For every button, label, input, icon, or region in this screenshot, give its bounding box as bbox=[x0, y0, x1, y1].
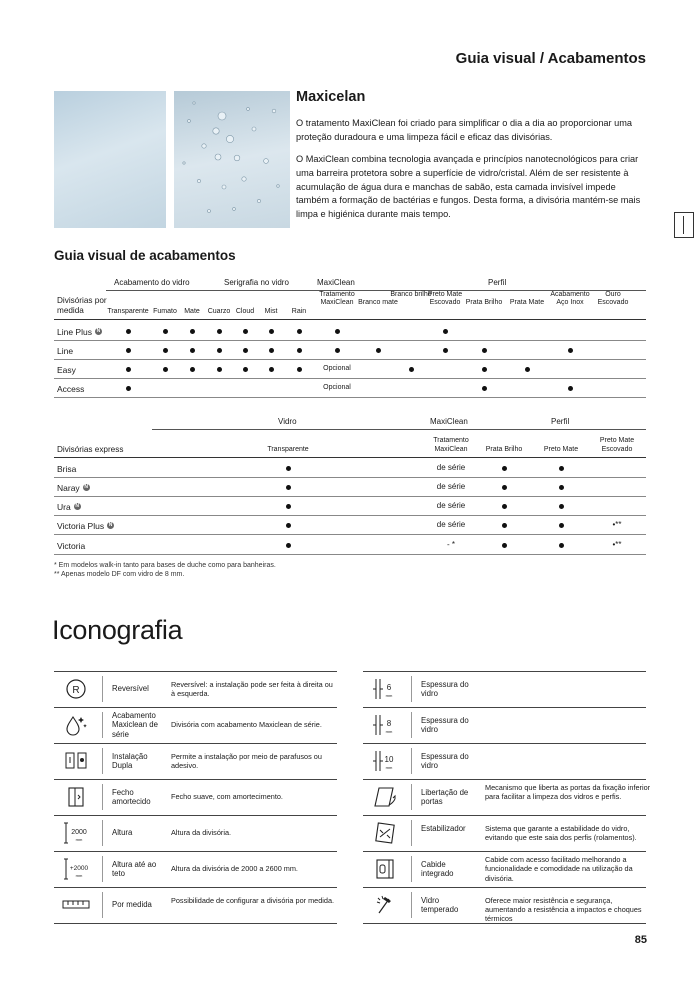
icon-label: Libertação de portas bbox=[421, 787, 469, 806]
svg-text:+2000: +2000 bbox=[69, 865, 89, 872]
icon-label: Altura bbox=[112, 828, 133, 838]
availability-dot bbox=[190, 367, 195, 372]
icon-row-rule bbox=[54, 887, 337, 888]
express-column-header-tratamento-maxiclean: Tratamento MaxiClean bbox=[433, 437, 469, 453]
group-vidro: Vidro bbox=[278, 417, 297, 426]
express-row-rule bbox=[54, 554, 646, 555]
row-label-access bbox=[57, 379, 84, 398]
row-label-line-plus bbox=[57, 322, 102, 341]
row-label-line bbox=[57, 341, 73, 360]
availability-dot bbox=[190, 348, 195, 353]
row-name: Easy bbox=[57, 364, 76, 375]
icon-separator bbox=[102, 820, 103, 846]
icon-label: Vidro temperado bbox=[421, 895, 459, 914]
availability-dot bbox=[126, 329, 131, 334]
column-header-prata-mate: Prata Mate bbox=[509, 299, 545, 306]
column-header-tratamento-maxiclean: Tratamento MaxiClean bbox=[319, 290, 355, 306]
icon-separator bbox=[102, 784, 103, 810]
availability-dot bbox=[443, 329, 448, 334]
svg-text:mm: mm bbox=[385, 729, 393, 734]
height-up-to-ceiling-icon bbox=[54, 855, 98, 883]
icon-row-rule bbox=[363, 815, 646, 816]
icon-label: Cabide integrado bbox=[421, 859, 454, 878]
icon-separator bbox=[102, 892, 103, 918]
icon-label: Reversível bbox=[112, 684, 149, 694]
column-header-prata-brilho: Prata Brilho bbox=[465, 299, 503, 306]
guide-title: Guia visual de acabamentos bbox=[54, 248, 236, 263]
icon-separator bbox=[411, 712, 412, 738]
icon-description: Divisória com acabamento Maxiclean de série. bbox=[171, 720, 322, 730]
icon-row-rule bbox=[54, 707, 337, 708]
maxiclean-paragraph-2: O MaxiClean combina tecnologia avançada e princípios nanotecnológicos para criar uma barreira protetora sobre a superfície de vidro/cristal. Além de ser resistente à acumulação de água dura e manchas de sabão, esta camada invisível impede também a formação de bactérias e fungos. Desta forma, a divisória mantém-se mais limpa e higiénica durante mais tempo. bbox=[296, 154, 641, 220]
icon-label: Acabamento Maxiclean de série bbox=[112, 710, 158, 739]
group-serigrafia: Serigrafia no vidro bbox=[224, 278, 289, 287]
row-name: Naray bbox=[57, 482, 80, 493]
svg-text:mm: mm bbox=[385, 693, 393, 698]
icon-row-rule bbox=[363, 923, 646, 924]
availability-dot bbox=[217, 367, 222, 372]
page-number: 85 bbox=[634, 934, 647, 946]
availability-dot bbox=[502, 504, 507, 509]
column-header-mist: Mist bbox=[264, 307, 278, 315]
availability-dot bbox=[286, 504, 291, 509]
icon-separator bbox=[102, 856, 103, 882]
icon-label: Espessura do vidro bbox=[421, 679, 469, 698]
icon-description: Reversível: a instalação pode ser feita à direita ou à esquerda. bbox=[171, 679, 333, 698]
svg-text:mm: mm bbox=[75, 873, 83, 878]
express-cell-text: de série bbox=[436, 463, 466, 472]
availability-dot bbox=[502, 523, 507, 528]
height-icon bbox=[54, 819, 98, 847]
availability-dot bbox=[190, 329, 195, 334]
icon-description: Altura da divisória. bbox=[171, 828, 232, 838]
express-cell-text: de série bbox=[436, 501, 466, 510]
row-name: Line Plus bbox=[57, 326, 92, 337]
row-name: Ura bbox=[57, 501, 71, 512]
icon-label: Instalação Dupla bbox=[112, 751, 148, 770]
integrated-handle-icon bbox=[363, 855, 407, 883]
row-name: Victoria Plus bbox=[57, 520, 105, 531]
footnote-2: ** Apenas modelo DF com vidro de 8 mm. bbox=[54, 571, 185, 578]
table-header-rule bbox=[54, 319, 646, 320]
column-header-rain: Rain bbox=[291, 307, 307, 315]
availability-dot bbox=[269, 329, 274, 334]
row-rule bbox=[54, 340, 646, 341]
availability-dot bbox=[126, 386, 131, 391]
column-header-mate: Mate bbox=[184, 307, 200, 315]
express-row-rule bbox=[54, 534, 646, 535]
svg-text:8: 8 bbox=[386, 719, 392, 728]
row-header-express: Divisórias express bbox=[57, 445, 124, 454]
icon-description: Sistema que garante a estabilidade do vidro, evitando que este saia dos perfis (rolamentos). bbox=[485, 823, 637, 842]
svg-text:mm: mm bbox=[385, 765, 393, 770]
column-header-cloud: Cloud bbox=[235, 307, 255, 315]
new-badge-icon: N bbox=[84, 484, 88, 490]
column-header-transparente: Transparente bbox=[107, 307, 149, 315]
availability-dot bbox=[163, 367, 168, 372]
door-release-icon bbox=[363, 783, 407, 811]
icon-row-rule bbox=[363, 707, 646, 708]
availability-dot bbox=[243, 329, 248, 334]
row-name: Victoria bbox=[57, 540, 86, 551]
column-header-branco-brilho: Branco brilho bbox=[390, 290, 432, 298]
availability-dot bbox=[559, 504, 564, 509]
icon-description: Possibilidade de configurar a divisória por medida. bbox=[171, 895, 335, 905]
row-rule bbox=[54, 359, 646, 360]
availability-dot bbox=[482, 367, 487, 372]
icon-separator bbox=[102, 676, 103, 702]
express-row-rule bbox=[54, 496, 646, 497]
group-maxiclean: MaxiClean bbox=[317, 278, 355, 287]
row-name: Brisa bbox=[57, 463, 77, 474]
maxiclean-paragraph-1: O tratamento MaxiClean foi criado para simplificar o dia a dia ao proporcionar uma proteção duradoura e uma limpeza fácil e eficaz das divisórias. bbox=[296, 118, 633, 142]
icon-row-rule bbox=[54, 743, 337, 744]
availability-dot bbox=[269, 367, 274, 372]
dual-install-icon bbox=[54, 747, 98, 775]
svg-text:2000: 2000 bbox=[71, 829, 87, 836]
maxiclean-title: Maxicelan bbox=[296, 89, 366, 105]
icon-description: Mecanismo que liberta as portas da fixação inferior para facilitar a limpeza dos vidros e perfis. bbox=[485, 783, 651, 802]
availability-dot bbox=[525, 367, 530, 372]
side-tab-icon bbox=[674, 212, 694, 238]
availability-dot bbox=[163, 329, 168, 334]
group-divider-express bbox=[152, 429, 646, 430]
availability-dot bbox=[286, 523, 291, 528]
express-row-label-victoria-plus bbox=[57, 516, 114, 535]
row-header-por-medida: Divisórias por medida bbox=[57, 296, 107, 315]
glass-photo-droplets bbox=[174, 91, 290, 228]
availability-dot bbox=[243, 367, 248, 372]
icon-separator bbox=[411, 676, 412, 702]
column-header-acabamento-a-o-inox: Acabamento Aço Inox bbox=[550, 290, 590, 306]
new-badge-icon: N bbox=[108, 522, 113, 528]
row-name: Line bbox=[57, 345, 74, 356]
icon-row-rule bbox=[363, 779, 646, 780]
row-rule bbox=[54, 397, 646, 398]
express-row-rule bbox=[54, 477, 646, 478]
thickness-6-icon bbox=[363, 675, 407, 703]
express-row-rule bbox=[54, 515, 646, 516]
svg-text:mm: mm bbox=[75, 837, 83, 842]
availability-dot bbox=[559, 466, 564, 471]
availability-dot bbox=[163, 348, 168, 353]
availability-dot bbox=[335, 329, 340, 334]
icon-label: Espessura do vidro bbox=[421, 715, 469, 734]
icon-description: Fecho suave, com amortecimento. bbox=[171, 792, 283, 802]
cell-text: Opcional bbox=[323, 365, 351, 372]
availability-dot bbox=[443, 348, 448, 353]
thickness-8-icon bbox=[363, 711, 407, 739]
icon-separator bbox=[411, 784, 412, 810]
icon-separator bbox=[102, 712, 103, 738]
row-rule bbox=[54, 378, 646, 379]
icon-separator bbox=[411, 856, 412, 882]
iconography-title: Iconografia bbox=[52, 615, 183, 645]
reversible-icon bbox=[54, 675, 98, 703]
stabilizer-icon bbox=[363, 819, 407, 847]
availability-dot bbox=[217, 348, 222, 353]
row-label-easy bbox=[57, 360, 76, 379]
availability-dot bbox=[217, 329, 222, 334]
availability-dot bbox=[568, 386, 573, 391]
icon-label: Por medida bbox=[112, 900, 152, 910]
availability-dot bbox=[502, 485, 507, 490]
availability-dot bbox=[286, 543, 291, 548]
availability-dot bbox=[559, 543, 564, 548]
row-name: Access bbox=[57, 383, 85, 394]
express-row-label-brisa bbox=[57, 459, 76, 478]
express-header-rule bbox=[54, 457, 646, 458]
availability-dot bbox=[502, 466, 507, 471]
availability-dot bbox=[297, 367, 302, 372]
availability-dot bbox=[269, 348, 274, 353]
availability-dot bbox=[126, 367, 131, 372]
availability-dot bbox=[243, 348, 248, 353]
icon-separator bbox=[411, 820, 412, 846]
availability-dot bbox=[559, 523, 564, 528]
icon-description: Permite a instalação por meio de parafusos ou adesivo. bbox=[171, 751, 322, 770]
availability-dot bbox=[286, 466, 291, 471]
group-acabamento-vidro: Acabamento do vidro bbox=[114, 278, 190, 287]
availability-dot bbox=[502, 543, 507, 548]
availability-dot bbox=[286, 485, 291, 490]
express-cell-text: de série bbox=[436, 482, 466, 491]
page-header-title: Guia visual / Acabamentos bbox=[455, 50, 646, 67]
express-column-header-preto-mate-escovado: Preto Mate Escovado bbox=[599, 437, 635, 453]
footnote-1: * Em modelos walk-in tanto para bases de duche como para banheiras. bbox=[54, 562, 276, 569]
svg-text:10: 10 bbox=[384, 755, 394, 764]
group-perfil-express: Perfil bbox=[551, 417, 570, 426]
express-column-header-prata-brilho: Prata Brilho bbox=[485, 445, 523, 453]
express-cell-text: - * bbox=[447, 540, 455, 549]
thickness-10-icon bbox=[363, 747, 407, 775]
column-header-preto-mate-escovado: Preto Mate Escovado bbox=[427, 290, 463, 306]
tempered-glass-icon bbox=[363, 891, 407, 919]
svg-text:6: 6 bbox=[386, 683, 392, 692]
express-cell-text: de série bbox=[436, 520, 466, 529]
icon-row-rule bbox=[54, 923, 337, 924]
icon-description: Altura da divisória de 2000 a 2600 mm. bbox=[171, 864, 298, 874]
express-row-label-naray bbox=[57, 478, 90, 497]
express-column-header-preto-mate: Preto Mate bbox=[543, 445, 579, 453]
icon-row-rule bbox=[363, 671, 646, 672]
icon-label: Espessura do vidro bbox=[421, 751, 469, 770]
icon-row-rule bbox=[54, 851, 337, 852]
group-maxiclean-express: MaxiClean bbox=[430, 417, 468, 426]
svg-text:R: R bbox=[72, 685, 80, 696]
icon-row-rule bbox=[54, 815, 337, 816]
soft-close-icon bbox=[54, 783, 98, 811]
icon-separator bbox=[411, 748, 412, 774]
express-row-label-victoria bbox=[57, 536, 85, 555]
icon-row-rule bbox=[54, 779, 337, 780]
availability-dot bbox=[297, 348, 302, 353]
column-header-ouro-escovado: Ouro Escovado bbox=[597, 290, 629, 306]
availability-dot bbox=[297, 329, 302, 334]
icon-label: Estabilizador bbox=[421, 823, 466, 833]
cell-text: Opcional bbox=[323, 384, 351, 391]
icon-row-rule bbox=[363, 887, 646, 888]
icon-row-rule bbox=[54, 671, 337, 672]
availability-dot bbox=[335, 348, 340, 353]
availability-dot bbox=[482, 348, 487, 353]
icon-label: Fecho amortecido bbox=[112, 787, 151, 806]
icon-row-rule bbox=[363, 851, 646, 852]
express-row-label-ura bbox=[57, 497, 81, 516]
availability-dot bbox=[409, 367, 414, 372]
custom-measure-icon bbox=[54, 891, 98, 919]
column-header-cuarzo: Cuarzo bbox=[207, 307, 231, 315]
new-badge-icon: N bbox=[75, 503, 80, 509]
availability-dot bbox=[376, 348, 381, 353]
express-cell-text: •** bbox=[612, 540, 622, 549]
express-cell-text: •** bbox=[612, 520, 622, 529]
icon-separator bbox=[102, 748, 103, 774]
icon-description: Oferece maior resistência e segurança, aumentando a resistência a impactos e choques térmicos bbox=[485, 895, 642, 924]
availability-dot bbox=[568, 348, 573, 353]
availability-dot bbox=[126, 348, 131, 353]
icon-description: Cabide com acesso facilitado melhorando a funcionalidade e comodidade na utilização da divisória. bbox=[485, 855, 633, 883]
icon-separator bbox=[411, 892, 412, 918]
column-header-fumato: Fumato bbox=[153, 307, 177, 315]
express-column-header-transparente: Transparente bbox=[267, 445, 309, 453]
glass-photo-plain bbox=[54, 91, 166, 228]
column-header-branco-mate: Branco mate bbox=[358, 299, 398, 306]
maxiclean-drop-icon bbox=[54, 711, 98, 739]
icon-label: Altura até ao teto bbox=[112, 859, 157, 878]
availability-dot bbox=[559, 485, 564, 490]
group-perfil: Perfil bbox=[488, 278, 507, 287]
availability-dot bbox=[482, 386, 487, 391]
icon-row-rule bbox=[363, 743, 646, 744]
new-badge-icon: N bbox=[96, 328, 101, 334]
